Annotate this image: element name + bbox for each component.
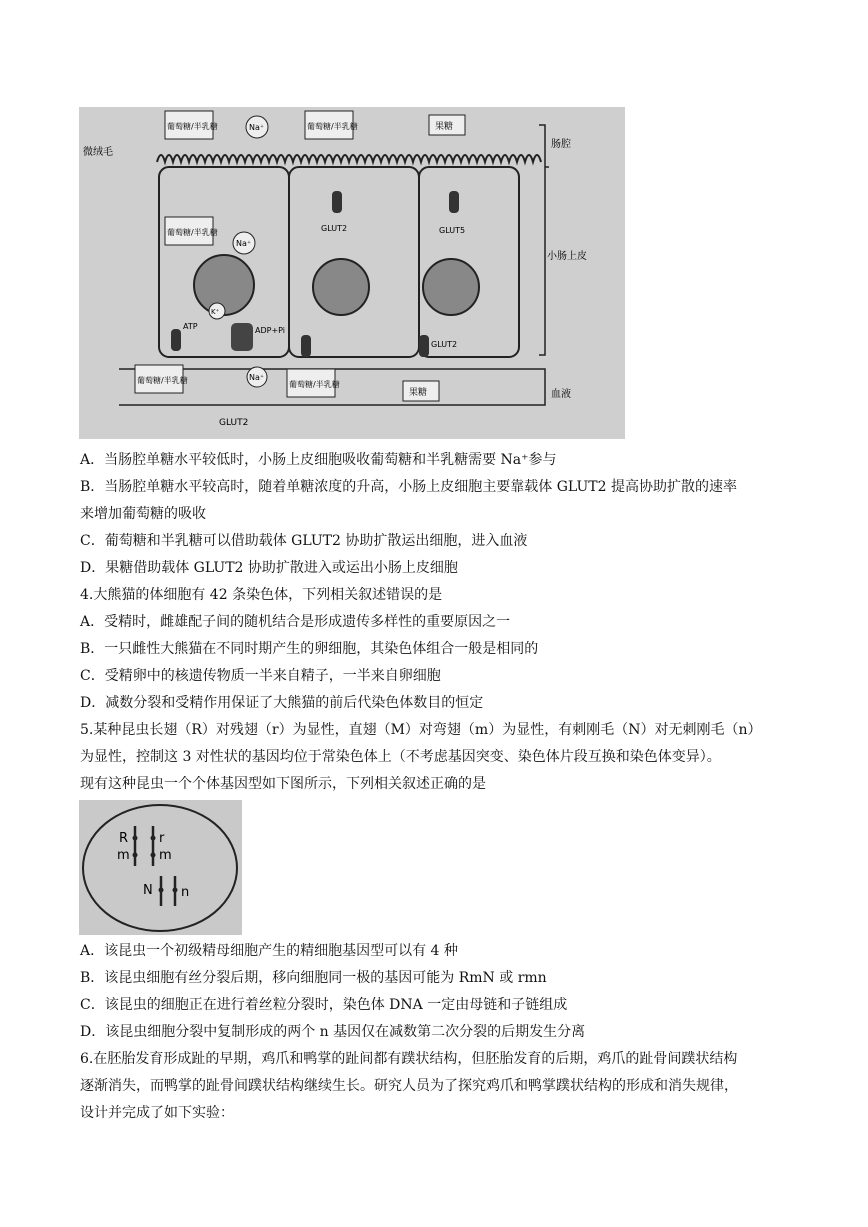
gene-label-r: r [159, 831, 165, 846]
label-glc-gal-blood-1: 葡萄糖/半乳糖 [137, 376, 188, 385]
nucleus-middle [313, 259, 369, 315]
sodium-potassium-pump [231, 323, 253, 351]
figure-chromosome-genotype [79, 800, 242, 935]
gene-label-R: R [119, 831, 129, 846]
figure-sugar-transport [79, 107, 625, 439]
label-glut2-top: GLUT2 [321, 224, 348, 233]
transporter-glut2-bottom-mid [301, 335, 311, 357]
q4-option-c: C．受精卵中的核遗传物质一半来自精子，一半来自卵细胞 [80, 668, 441, 684]
label-glut2-bottom: GLUT2 [219, 418, 249, 428]
label-adp-pi: ADP+Pi [255, 326, 286, 335]
transporter-glut2-top [332, 191, 342, 213]
q3-option-b-line1: B．当肠腔单糖水平较高时，随着单糖浓度的升高，小肠上皮细胞主要靠载体 GLUT2 提高协助扩散的速率 [80, 479, 737, 495]
label-atp: ATP [183, 322, 198, 331]
q5-option-b: B．该昆虫细胞有丝分裂后期，移向细胞同一极的基因可能为 RmN 或 rmn [80, 970, 547, 986]
label-fructose-top: 果糖 [435, 122, 454, 132]
gene-label-m-left: m [117, 848, 130, 863]
figure-chromosome-genotype-svg [79, 800, 242, 935]
q6-stem-line1: 6.在胚胎发育形成趾的早期，鸡爪和鸭掌的趾间都有蹼状结构，但胚胎发育的后期，鸡爪的趾骨间蹼状结构 [80, 1051, 738, 1067]
q5-stem-line2: 为显性，控制这 3 对性状的基因均位于常染色体上（不考虑基因突变、染色体片段互换和染色体变异）。 [80, 749, 721, 765]
q3-option-b-line2: 来增加葡萄糖的吸收 [80, 506, 206, 522]
nucleus-left [194, 255, 254, 315]
gene-label-n: n [181, 885, 190, 900]
q4-option-b: B．一只雌性大熊猫在不同时期产生的卵细胞，其染色体组合一般是相同的 [80, 641, 539, 657]
q5-stem-line1: 5.某种昆虫长翅（R）对残翅（r）为显性，直翅（M）对弯翅（m）为显性，有刺刚毛（N）对无刺刚毛（n） [80, 722, 762, 738]
q4-stem: 4.大熊猫的体细胞有 42 条染色体，下列相关叙述错误的是 [80, 587, 443, 603]
label-na-top: Na⁺ [249, 123, 265, 132]
cell-outline [83, 805, 237, 931]
label-glc-gal-1: 葡萄糖/半乳糖 [167, 122, 218, 131]
transporter-glut5 [449, 191, 459, 213]
q3-option-c: C．葡萄糖和半乳糖可以借助载体 GLUT2 协助扩散运出细胞，进入血液 [80, 533, 528, 549]
q5-stem-line3: 现有这种昆虫一个个体基因型如下图所示，下列相关叙述正确的是 [80, 776, 486, 792]
q5-option-c: C．该昆虫的细胞正在进行着丝粒分裂时，染色体 DNA 一定由母链和子链组成 [80, 997, 568, 1013]
label-glut5: GLUT5 [439, 226, 466, 235]
label-fructose-blood: 果糖 [409, 388, 428, 398]
label-glc-gal-inner: 葡萄糖/半乳糖 [167, 228, 218, 237]
transporter-glut2-bottom-right [419, 335, 429, 357]
cell-right [419, 167, 519, 357]
q4-option-a: A．受精时，雌雄配子间的随机结合是形成遗传多样性的重要原因之一 [80, 614, 511, 630]
label-epithelium: 小肠上皮 [547, 251, 587, 262]
q6-stem-line3: 设计并完成了如下实验： [80, 1105, 234, 1121]
microvilli-membrane [157, 155, 541, 162]
figure-sugar-transport-svg [79, 107, 625, 439]
label-microvilli: 微绒毛 [83, 147, 113, 158]
q3-option-d: D．果糖借助载体 GLUT2 协助扩散进入或运出小肠上皮细胞 [80, 560, 458, 576]
gene-label-m-right: m [159, 848, 172, 863]
label-glc-gal-2: 葡萄糖/半乳糖 [307, 122, 358, 131]
transporter-glut2-bottom-left [171, 329, 181, 351]
q5-option-d: D．该昆虫细胞分裂中复制形成的两个 n 基因仅在减数第二次分裂的后期发生分离 [80, 1024, 586, 1040]
label-blood: 血液 [551, 389, 571, 400]
q3-option-a: A．当肠腔单糖水平较低时，小肠上皮细胞吸收葡萄糖和半乳糖需要 Na⁺参与 [80, 452, 557, 468]
gene-label-N: N [143, 883, 153, 898]
label-k-ion: K⁺ [211, 308, 220, 316]
label-glc-gal-blood-2: 葡萄糖/半乳糖 [289, 380, 340, 389]
nucleus-right [423, 259, 479, 315]
region-bracket [539, 125, 549, 405]
label-na-bottom: Na⁺ [249, 373, 265, 382]
q6-stem-line2: 逐渐消失，而鸭掌的趾骨间蹼状结构继续生长。研究人员为了探究鸡爪和鸭掌蹼状结构的形成和消失规律， [80, 1078, 738, 1094]
label-na-inner: Na⁺ [236, 239, 252, 248]
q5-option-a: A．该昆虫一个初级精母细胞产生的精细胞基因型可以有 4 种 [80, 943, 458, 959]
q4-option-d: D．减数分裂和受精作用保证了大熊猫的前后代染色体数目的恒定 [80, 695, 484, 711]
label-glut2-right: GLUT2 [431, 340, 458, 349]
label-intestinal-lumen: 肠腔 [551, 139, 571, 150]
